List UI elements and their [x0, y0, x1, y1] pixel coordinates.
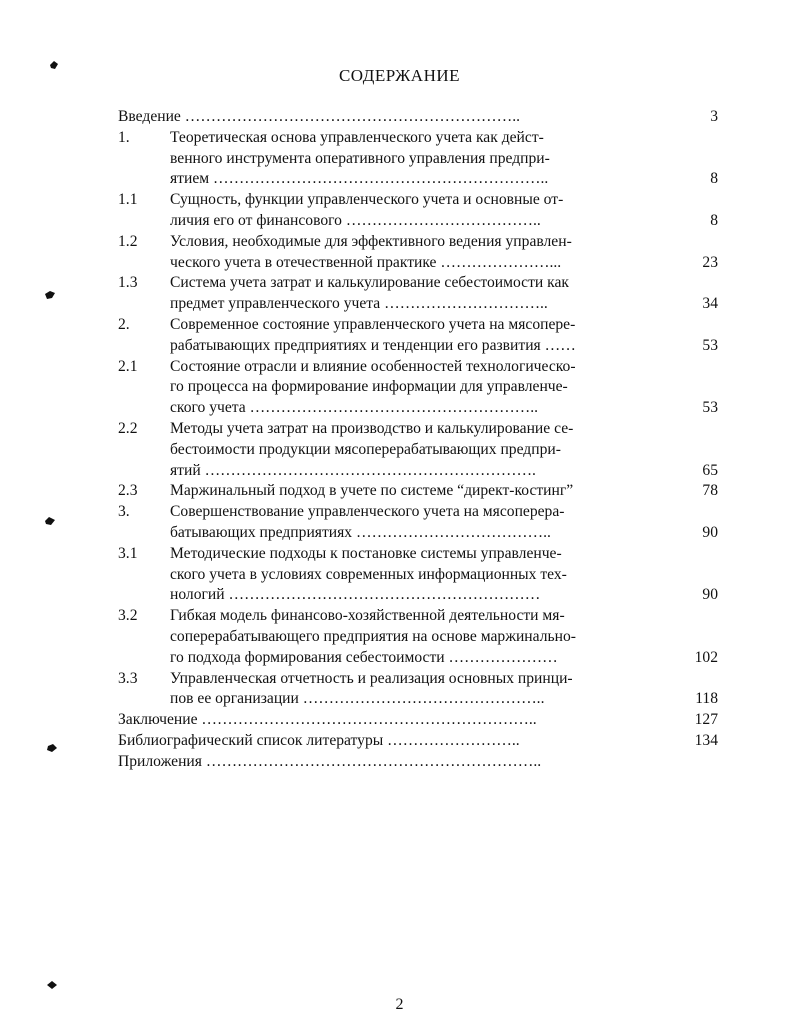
page-title: СОДЕРЖАНИЕ — [338, 66, 461, 85]
toc-entry — [118, 710, 718, 731]
section-title-text: ского учета ……………………………………………….. — [170, 399, 539, 417]
section-number: 2.2 — [118, 419, 138, 437]
toc-line — [118, 336, 718, 357]
toc-line — [118, 710, 718, 731]
toc-page-number: 8 — [710, 170, 718, 188]
toc-line — [118, 669, 718, 690]
section-number: 3. — [118, 503, 130, 521]
toc-line — [118, 440, 718, 461]
section-title-text: Методические подходы к постановке системы управленче- — [170, 544, 562, 562]
toc-line — [118, 253, 718, 274]
toc-entry — [118, 128, 718, 190]
binder-hole-mark — [44, 290, 56, 300]
section-title-text: го процесса на формирование информации для управленче- — [170, 378, 568, 396]
section-title-text: го подхода формирования себестоимости ………………… — [170, 648, 558, 666]
toc-page-number: 134 — [694, 731, 718, 749]
toc-line — [118, 544, 718, 565]
toc-line — [118, 689, 718, 710]
section-title-text: батывающих предприятиях ……………………………….. — [170, 523, 551, 541]
toc-page-number: 3 — [710, 108, 718, 125]
section-title-text: ского учета в условиях современных информационных тех- — [170, 565, 567, 583]
section-title-text: венного инструмента оперативного управления предпри- — [170, 149, 550, 167]
toc-entry — [118, 232, 718, 274]
section-title-text: Теоретическая основа управленческого учета как дейст- — [170, 128, 544, 146]
toc-line — [118, 149, 718, 170]
section-title-text: Заключение ……………………………………………………….. — [118, 711, 537, 729]
section-number: 3.2 — [118, 607, 138, 625]
toc-line — [118, 377, 718, 398]
toc-entry — [118, 107, 718, 128]
toc-line — [118, 585, 718, 606]
section-number: 1.2 — [118, 232, 138, 250]
toc-entry — [118, 190, 718, 232]
section-title-text: предмет управленческого учета ………………………….. — [170, 295, 548, 313]
toc-line — [118, 357, 718, 378]
toc-page-number: 90 — [702, 523, 718, 541]
binder-hole-mark — [44, 516, 56, 526]
toc-entry — [118, 731, 718, 752]
toc-entry — [118, 669, 718, 711]
section-title-text: Маржинальный подход в учете по системе “директ-костинг” — [170, 482, 574, 500]
section-title-text: Сущность, функции управленческого учета и основные от- — [170, 191, 564, 209]
toc-entry — [118, 544, 718, 606]
toc-line — [118, 419, 718, 440]
toc-line — [118, 273, 718, 294]
table-of-contents — [118, 107, 718, 773]
toc-page-number: 34 — [702, 295, 718, 313]
section-title-text: пов ее организации ……………………………………….. — [170, 690, 545, 708]
toc-line — [118, 627, 718, 648]
section-number: 1. — [118, 128, 130, 146]
toc-line — [118, 752, 718, 773]
section-title-text: Современное состояние управленческого учета на мясопере- — [170, 315, 576, 333]
section-title-text: Совершенствование управленческого учета на мясоперера- — [170, 503, 565, 521]
toc-page-number: 53 — [702, 399, 718, 417]
toc-line — [118, 606, 718, 627]
section-title-text: ятием ……………………………………………………….. — [170, 170, 549, 188]
toc-page-number: 8 — [710, 211, 718, 229]
section-number: 1.1 — [118, 191, 138, 209]
section-title-text: Методы учета затрат на производство и калькулирование се- — [170, 419, 574, 437]
section-title-text: Введение ……………………………………………………….. — [118, 108, 521, 125]
toc-entry — [118, 606, 718, 668]
toc-line — [118, 232, 718, 253]
section-title-text: Управленческая отчетность и реализация основных принци- — [170, 669, 573, 687]
section-title-text: ческого учета в отечественной практике …………………... — [170, 253, 562, 271]
toc-page-number: 102 — [694, 648, 718, 666]
toc-line — [118, 731, 718, 752]
toc-entry — [118, 419, 718, 481]
toc-line — [118, 523, 718, 544]
toc-line — [118, 190, 718, 211]
section-number: 3.1 — [118, 544, 138, 562]
toc-entry — [118, 315, 718, 357]
section-title-text: ятий ………………………………………………………. — [170, 461, 536, 479]
toc-page-number: 118 — [695, 690, 718, 708]
binder-hole-mark — [46, 980, 58, 990]
toc-line — [118, 107, 718, 128]
toc-page-number: 90 — [702, 586, 718, 604]
section-title-text: бестоимости продукции мясоперерабатывающих предпри- — [170, 440, 561, 458]
toc-entry — [118, 752, 718, 773]
toc-entry — [118, 357, 718, 419]
section-title-text: рабатывающих предприятиях и тенденции его развития …… — [170, 336, 576, 354]
toc-line — [118, 502, 718, 523]
section-number: 2. — [118, 315, 130, 333]
section-title-text: нологий …………………………………………………… — [170, 586, 541, 604]
toc-line — [118, 169, 718, 190]
section-title-text: Система учета затрат и калькулирование себестоимости как — [170, 274, 570, 292]
toc-page-number: 23 — [702, 253, 718, 271]
toc-page-number: 127 — [694, 711, 718, 729]
section-title-text: Библиографический список литературы …………………….. — [118, 731, 520, 749]
toc-line — [118, 315, 718, 336]
toc-line — [118, 398, 718, 419]
section-number: 3.3 — [118, 669, 138, 687]
section-title-text: личия его от финансового ……………………………….. — [170, 211, 541, 229]
toc-line — [118, 648, 718, 669]
binder-hole-mark — [46, 743, 58, 753]
toc-entry — [118, 502, 718, 544]
toc-page-number: 53 — [702, 336, 718, 354]
section-title-text: Состояние отрасли и влияние особенностей технологическо- — [170, 357, 576, 375]
toc-page-number: 78 — [702, 482, 718, 500]
toc-line — [118, 461, 718, 482]
toc-line — [118, 211, 718, 232]
section-title-text: Условия, необходимые для эффективного ведения управлен- — [170, 232, 572, 250]
page-number: 2 — [395, 996, 404, 1013]
section-title-text: соперерабатывающего предприятия на основе маржинально- — [170, 627, 576, 645]
section-title-text: Приложения ……………………………………………………….. — [118, 752, 542, 770]
toc-entry — [118, 273, 718, 315]
section-number: 2.1 — [118, 357, 138, 375]
toc-line — [118, 481, 718, 502]
section-title-text: Гибкая модель финансово-хозяйственной деятельности мя- — [170, 607, 565, 625]
section-number: 1.3 — [118, 274, 138, 292]
section-number: 2.3 — [118, 482, 138, 500]
toc-line — [118, 565, 718, 586]
toc-page-number: 65 — [702, 461, 718, 479]
toc-line — [118, 128, 718, 149]
toc-entry — [118, 481, 718, 502]
toc-line — [118, 294, 718, 315]
